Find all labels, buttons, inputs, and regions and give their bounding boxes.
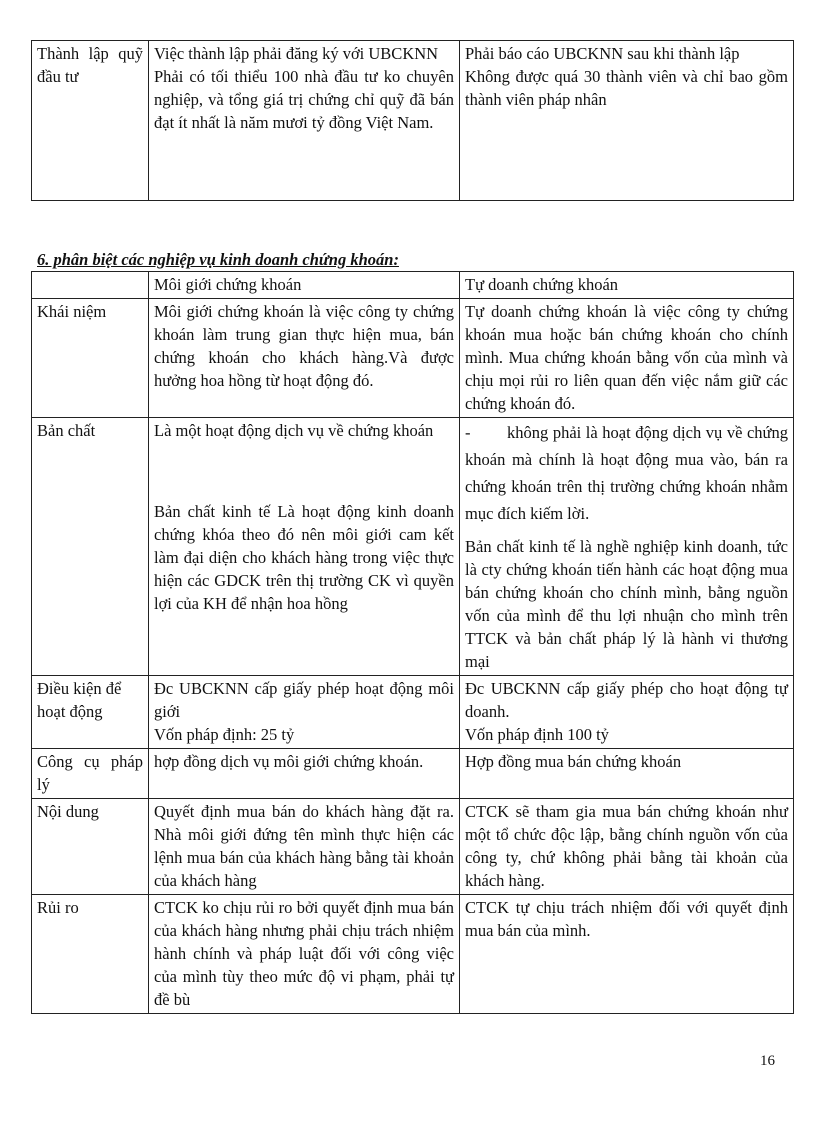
cell-paragraph: Đc UBCKNN cấp giấy phép cho hoạt động tự doanh.	[465, 679, 788, 721]
table-cell: Quyết định mua bán do khách hàng đặt ra. Nhà môi giới đứng tên mình thực hiện các lệnh mua bán của khách hàng bằng tài khoản của khách hàng	[149, 799, 460, 895]
table-cell: CTCK tự chịu trách nhiệm đối với quyết định mua bán của mình.	[460, 895, 794, 1014]
table-cell: Hợp đồng mua bán chứng khoán	[460, 749, 794, 799]
table-row	[32, 41, 794, 201]
cell-paragraph: Việc thành lập phải đăng ký với UBCKNN	[154, 44, 439, 63]
row-label: Bản chất	[32, 418, 149, 676]
cell-paragraph: - không phải là hoạt động dịch vụ về chứng khoán mà chính là hoạt động mua vào, bán ra chứng khoán trên thị trường chứng khoán nhằm mục đích kiếm lời.	[465, 423, 793, 523]
table-cell	[149, 41, 460, 201]
table-row	[32, 299, 794, 418]
cell-paragraph: Phải có tối thiểu 100 nhà đầu tư ko chuyên nghiệp, và tổng giá trị chứng chỉ quỹ đã bán đạt ít nhất là năm mươi tỷ đồng Việt Nam.	[154, 67, 454, 132]
row-label: Công cụ pháp lý	[32, 749, 149, 799]
cell-paragraph: Bản chất kinh tế Là hoạt động kinh doanh chứng khóa theo đó nên môi giới cam kết làm đại diện cho khách hàng trong việc thực hiện các GDCK trên thị trường CK vì quyền lợi của KH để nhận hoa hồng	[154, 502, 454, 613]
table-cell	[149, 418, 460, 676]
table-cell	[460, 41, 794, 201]
column-header: Môi giới chứng khoán	[149, 272, 460, 299]
cell-paragraph: Vốn pháp định 100 tỷ	[465, 725, 609, 744]
fund-comparison-table	[31, 40, 794, 201]
table-cell: CTCK ko chịu rủi ro bởi quyết định mua bán của khách hàng nhưng phải chịu trách nhiệm hành chính và pháp luật đối với công việc của mình tùy theo mức độ vi phạm, phải tự đề bù	[149, 895, 460, 1014]
row-label: Rủi ro	[32, 895, 149, 1014]
table-cell	[149, 676, 460, 749]
table-row	[32, 418, 794, 676]
row-label: Nội dung	[32, 799, 149, 895]
table-cell: CTCK sẽ tham gia mua bán chứng khoán như một tổ chức độc lập, bằng chính nguồn vốn của công ty, chứ không phải bằng tài khoản của khách hàng.	[460, 799, 794, 895]
table-cell	[460, 676, 794, 749]
cell-paragraph: Là một hoạt động dịch vụ về chứng khoán	[154, 421, 434, 440]
row-label: Khái niệm	[32, 299, 149, 418]
row-label: Thành lập quỹ đầu tư	[32, 41, 149, 201]
table-header-row	[32, 272, 794, 299]
paragraph-gap	[465, 527, 788, 535]
table-cell: hợp đồng dịch vụ môi giới chứng khoán.	[149, 749, 460, 799]
table-row	[32, 749, 794, 799]
paragraph-gap	[154, 442, 454, 500]
row-label: Điều kiện để hoạt động	[32, 676, 149, 749]
cell-paragraph: Không được quá 30 thành viên và chỉ bao gồm thành viên pháp nhân	[465, 67, 788, 109]
cell-paragraph: Bản chất kinh tế là nghề nghiệp kinh doanh, tức là cty chứng khoán tiến hành các hoạt động mua bán chứng khoán cho chính mình, bằng nguồn vốn của mình để thu lợi nhuận cho mình trên TTCK và bản chất pháp lý là hành vi thương mại	[465, 537, 788, 671]
page-number: 16	[760, 1053, 775, 1069]
cell-paragraph: Vốn pháp định: 25 tỷ	[154, 725, 295, 744]
cell-paragraph: Đc UBCKNN cấp giấy phép hoạt động môi giới	[154, 679, 454, 721]
table-cell: Môi giới chứng khoán là việc công ty chứng khoán làm trung gian thực hiện mua, bán chứng khoán cho khách hàng.Và được hưởng hoa hồng từ hoạt động đó.	[149, 299, 460, 418]
header-empty-cell	[32, 272, 149, 299]
table-row	[32, 895, 794, 1014]
table-row	[32, 676, 794, 749]
section-heading: 6. phân biệt các nghiệp vụ kinh doanh chứng khoán:	[37, 250, 399, 269]
table-cell	[460, 418, 794, 676]
securities-business-table	[31, 271, 794, 1014]
cell-paragraph: Phải báo cáo UBCKNN sau khi thành lập	[465, 44, 740, 63]
table-row	[32, 799, 794, 895]
column-header: Tự doanh chứng khoán	[460, 272, 794, 299]
table-cell: Tự doanh chứng khoán là việc công ty chứng khoán mua hoặc bán chứng khoán cho chính mình. Mua chứng khoán bằng vốn của mình và chịu mọi rủi ro liên quan đến việc nắm giữ các chứng khoán đó.	[460, 299, 794, 418]
